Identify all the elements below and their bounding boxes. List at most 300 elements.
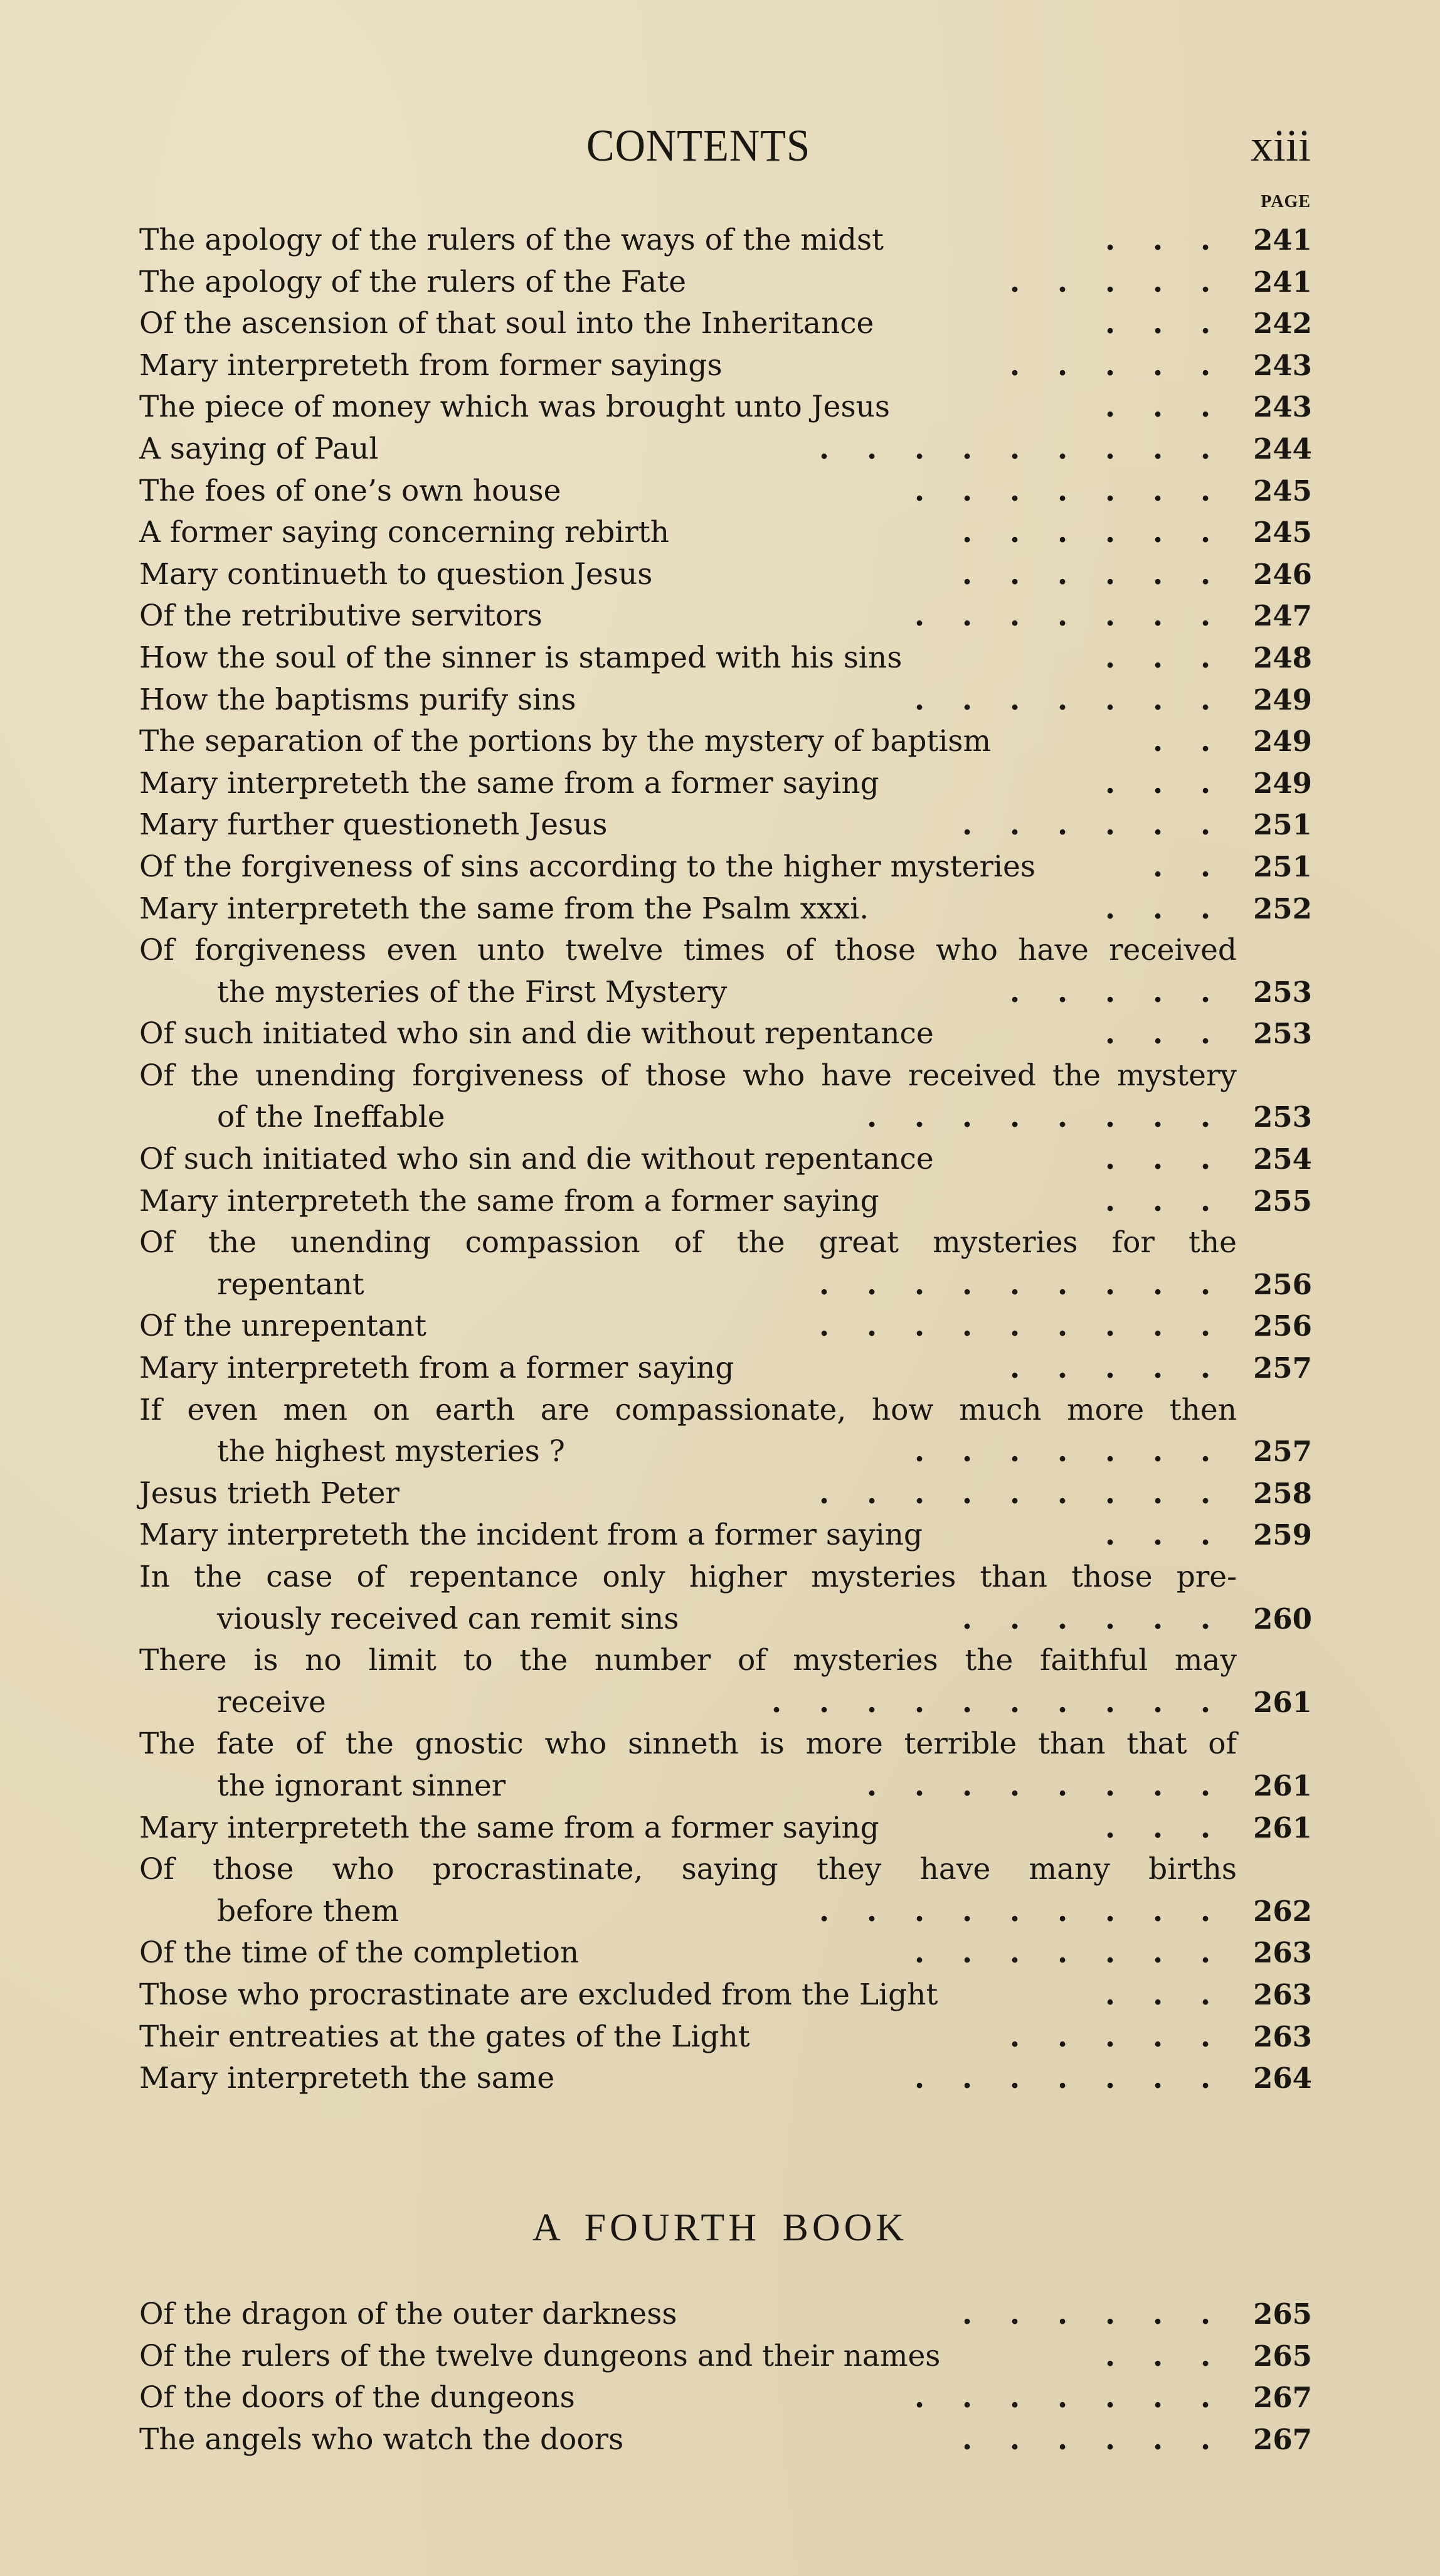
dot-leaders <box>1086 1181 1229 1223</box>
leader-dot: . <box>914 1768 925 1803</box>
leader-dot: . <box>1152 1016 1163 1051</box>
leader-dot: . <box>1009 1935 1020 1971</box>
leader-dot: . <box>1009 807 1020 843</box>
toc-entry-line <box>139 2419 1312 2461</box>
toc-entry-line <box>139 2058 1312 2100</box>
leader-dot: . <box>1200 1183 1211 1218</box>
toc-entry-line <box>139 1306 1312 1348</box>
toc-entry-line <box>139 386 1312 428</box>
toc-page-number: 251 <box>1253 808 1312 842</box>
toc-entry <box>139 1390 1312 1473</box>
dot-leaders <box>1086 1013 1229 1055</box>
toc-entry-title: Of the unrepentant <box>139 1309 426 1344</box>
toc-page-number: 249 <box>1253 725 1312 758</box>
leader-dot: . <box>961 556 973 592</box>
leader-dot: . <box>1009 599 1020 634</box>
toc-entry <box>139 2336 1312 2378</box>
toc-page-number: 267 <box>1253 2422 1312 2456</box>
dot-leaders <box>1086 2336 1229 2378</box>
toc-page-number: 249 <box>1253 766 1312 800</box>
toc-entry-line <box>139 2336 1312 2378</box>
toc-page-number: 252 <box>1253 891 1312 925</box>
toc-page-number: 251 <box>1253 849 1312 883</box>
leader-dot: . <box>1009 1476 1020 1511</box>
dot-leaders <box>1134 721 1229 763</box>
toc-entry-title: The apology of the rulers of the Fate <box>139 264 687 299</box>
toc-entry-title: Of the dragon of the outer darkness <box>139 2297 677 2331</box>
toc-entry <box>139 1181 1312 1223</box>
toc-entry-title: Mary interpreteth from former sayings <box>139 348 723 383</box>
toc-entry-line <box>139 1765 1312 1807</box>
toc-entry-title: Jesus trieth Peter <box>139 1476 400 1511</box>
toc-entry-title: Mary interpreteth the same from the Psalm xxxi. <box>139 891 869 926</box>
section-heading: A FOURTH BOOK <box>532 2206 908 2249</box>
dot-leaders <box>1086 1139 1229 1181</box>
contents-list-fourth-book <box>139 2294 1312 2461</box>
toc-page-number: 242 <box>1253 307 1312 341</box>
dot-leaders <box>943 2294 1229 2336</box>
leader-dot: . <box>1009 2019 1020 2054</box>
toc-entry-line <box>139 1264 1312 1306</box>
leader-dot: . <box>961 2297 973 2331</box>
leader-dot: . <box>1200 1893 1211 1929</box>
leader-dot: . <box>1152 348 1163 383</box>
leader-dot: . <box>866 431 877 466</box>
toc-entry-line <box>139 2377 1312 2419</box>
dot-leaders <box>753 1682 1229 1724</box>
toc-entry-line <box>139 888 1312 930</box>
leader-dot: . <box>1057 974 1068 1009</box>
toc-entry-title: Mary further questioneth Jesus <box>139 807 608 843</box>
leader-dot: . <box>1009 1685 1020 1720</box>
leader-dot: . <box>961 1100 973 1135</box>
leader-dot: . <box>1104 223 1116 257</box>
leader-dot: . <box>914 1893 925 1929</box>
toc-entry-title: Of the time of the completion <box>139 1935 580 1971</box>
toc-entry-line-wrapped <box>139 1557 1312 1599</box>
toc-page-number: 243 <box>1253 348 1312 382</box>
leader-dot: . <box>1200 306 1211 341</box>
leader-dot: . <box>1104 1935 1116 1971</box>
leader-dot: . <box>1200 556 1211 592</box>
leader-dot: . <box>866 1267 877 1302</box>
toc-entry-title: The angels who watch the doors <box>139 2422 624 2457</box>
leader-dot: . <box>1057 431 1068 466</box>
leader-dot: . <box>1057 1434 1068 1469</box>
leader-dot: . <box>866 1685 877 1720</box>
toc-entry-title: Of the unending forgiveness of those who have received the mystery <box>139 1058 1237 1093</box>
toc-entry <box>139 554 1312 596</box>
toc-page-number: 241 <box>1253 223 1312 257</box>
leader-dot: . <box>1104 640 1116 675</box>
leader-dot: . <box>1104 1601 1116 1636</box>
leader-dot: . <box>1057 556 1068 592</box>
leader-dot: . <box>1152 1601 1163 1636</box>
toc-entry-line <box>139 2294 1312 2336</box>
page-folio-number: xiii <box>1250 120 1311 171</box>
toc-entry-line <box>139 1891 1312 1933</box>
leader-dot: . <box>1009 431 1020 466</box>
leader-dot: . <box>1152 2019 1163 2054</box>
leader-dot: . <box>1009 1267 1020 1302</box>
leader-dot: . <box>1057 1601 1068 1636</box>
leader-dot: . <box>1057 1685 1068 1720</box>
toc-entry <box>139 930 1312 1013</box>
toc-entry <box>139 804 1312 846</box>
toc-page-number: 261 <box>1253 1769 1312 1802</box>
leader-dot: . <box>914 1434 925 1469</box>
leader-dot: . <box>1057 473 1068 508</box>
leader-dot: . <box>1200 599 1211 634</box>
dot-leaders <box>943 554 1229 596</box>
dot-leaders <box>896 1932 1229 1974</box>
toc-entry-title: Mary interpreteth the same from a former saying <box>139 1183 879 1218</box>
leader-dot: . <box>866 1309 877 1344</box>
leader-dot: . <box>1057 1351 1068 1386</box>
leader-dot: . <box>961 2422 973 2457</box>
dot-leaders <box>800 1306 1229 1348</box>
leader-dot: . <box>1057 2297 1068 2331</box>
toc-entry <box>139 2294 1312 2336</box>
leader-dot: . <box>1152 1935 1163 1971</box>
leader-dot: . <box>1200 223 1211 257</box>
leader-dot: . <box>1104 2297 1116 2331</box>
leader-dot: . <box>1104 2019 1116 2054</box>
leader-dot: . <box>1009 974 1020 1009</box>
leader-dot: . <box>1104 1434 1116 1469</box>
dot-leaders <box>991 2016 1229 2058</box>
leader-dot: . <box>1152 1768 1163 1803</box>
leader-dot: . <box>866 1768 877 1803</box>
leader-dot: . <box>1152 1351 1163 1386</box>
toc-entry-title: Mary interpreteth the same from a former saying <box>139 765 879 801</box>
leader-dot: . <box>866 1476 877 1511</box>
toc-entry-line <box>139 1097 1312 1139</box>
leader-dot: . <box>1152 264 1163 299</box>
toc-entry-title: Of the rulers of the twelve dungeons and their names <box>139 2338 941 2373</box>
toc-entry-line-wrapped <box>139 1055 1312 1097</box>
leader-dot: . <box>961 1935 973 1971</box>
toc-entry-title: The separation of the portions by the mystery of baptism <box>139 724 992 759</box>
toc-entry <box>139 2016 1312 2058</box>
leader-dot: . <box>1009 1351 1020 1386</box>
leader-dot: . <box>1152 724 1163 759</box>
toc-entry-line <box>139 471 1312 513</box>
toc-entry-title: repentant <box>217 1267 364 1302</box>
leader-dot: . <box>961 431 973 466</box>
dot-leaders <box>1086 637 1229 679</box>
leader-dot: . <box>1104 1476 1116 1511</box>
toc-entry-title: Of those who procrastinate, saying they have many births <box>139 1852 1237 1887</box>
leader-dot: . <box>1009 515 1020 550</box>
toc-entry-line <box>139 804 1312 846</box>
toc-entry <box>139 1849 1312 1932</box>
leader-dot: . <box>914 431 925 466</box>
leader-dot: . <box>818 1267 830 1302</box>
leader-dot: . <box>961 682 973 717</box>
toc-entry-title: In the case of repentance only higher mysteries than those pre- <box>139 1560 1237 1594</box>
leader-dot: . <box>1104 1351 1116 1386</box>
leader-dot: . <box>1152 515 1163 550</box>
dot-leaders <box>1086 1974 1229 2016</box>
dot-leaders <box>800 428 1229 471</box>
dot-leaders <box>848 1765 1229 1807</box>
leader-dot: . <box>1152 306 1163 341</box>
toc-entry-title: Of the doors of the dungeons <box>139 2380 575 2415</box>
toc-entry-line <box>139 972 1312 1014</box>
toc-page-number: 256 <box>1253 1309 1312 1343</box>
dot-leaders <box>1086 888 1229 930</box>
toc-entry-title: before them <box>217 1893 400 1929</box>
dot-leaders <box>943 512 1229 554</box>
dot-leaders <box>1086 1514 1229 1557</box>
toc-page-number: 267 <box>1253 2381 1312 2415</box>
leader-dot: . <box>1200 390 1211 425</box>
leader-dot: . <box>1152 1434 1163 1469</box>
toc-page-number: 264 <box>1253 2062 1312 2095</box>
leader-dot: . <box>961 1601 973 1636</box>
leader-dot: . <box>1057 1100 1068 1135</box>
leader-dot: . <box>961 2380 973 2415</box>
leader-dot: . <box>1104 306 1116 341</box>
toc-entry <box>139 846 1312 888</box>
toc-page-number: 255 <box>1253 1184 1312 1218</box>
toc-page-number: 263 <box>1253 1977 1312 2011</box>
toc-entry-line <box>139 1348 1312 1390</box>
leader-dot: . <box>1057 1893 1068 1929</box>
leader-dot: . <box>1200 1685 1211 1720</box>
leader-dot: . <box>914 1935 925 1971</box>
leader-dot: . <box>1200 1935 1211 1971</box>
toc-entry-line <box>139 595 1312 637</box>
toc-entry-title: the highest mysteries ? <box>217 1434 565 1469</box>
toc-entry-title: A former saying concerning rebirth <box>139 515 669 550</box>
toc-entry-line-wrapped <box>139 1640 1312 1682</box>
leader-dot: . <box>1057 599 1068 634</box>
dot-leaders <box>896 2377 1229 2419</box>
dot-leaders <box>800 1264 1229 1306</box>
leader-dot: . <box>1200 682 1211 717</box>
leader-dot: . <box>1200 2019 1211 2054</box>
toc-entry-title: The piece of money which was brought unto Jesus <box>139 390 890 425</box>
leader-dot: . <box>1009 556 1020 592</box>
dot-leaders <box>1086 303 1229 345</box>
leader-dot: . <box>1104 974 1116 1009</box>
leader-dot: . <box>1009 2380 1020 2415</box>
leader-dot: . <box>1152 682 1163 717</box>
leader-dot: . <box>1104 1977 1116 2012</box>
toc-entry <box>139 2419 1312 2461</box>
leader-dot: . <box>1104 1016 1116 1051</box>
leader-dot: . <box>1104 2422 1116 2457</box>
page-column-label: PAGE <box>1261 192 1311 211</box>
toc-page-number: 245 <box>1253 516 1312 550</box>
leader-dot: . <box>914 2061 925 2096</box>
leader-dot: . <box>1057 2380 1068 2415</box>
dot-leaders <box>943 804 1229 846</box>
leader-dot: . <box>1200 1601 1211 1636</box>
leader-dot: . <box>1152 1810 1163 1845</box>
leader-dot: . <box>1104 599 1116 634</box>
toc-entry-title: A saying of Paul <box>139 431 379 466</box>
leader-dot: . <box>914 1100 925 1135</box>
toc-entry <box>139 1974 1312 2016</box>
leader-dot: . <box>1152 473 1163 508</box>
toc-entry-line <box>139 1013 1312 1055</box>
dot-leaders <box>896 679 1229 721</box>
leader-dot: . <box>1104 473 1116 508</box>
leader-dot: . <box>1152 640 1163 675</box>
toc-entry-line <box>139 846 1312 888</box>
leader-dot: . <box>866 1893 877 1929</box>
leader-dot: . <box>1200 348 1211 383</box>
dot-leaders <box>1086 386 1229 428</box>
dot-leaders <box>991 1348 1229 1390</box>
toc-entry-title: Mary interpreteth from a former saying <box>139 1351 734 1386</box>
leader-dot: . <box>1104 1893 1116 1929</box>
toc-entry-line <box>139 1599 1312 1641</box>
toc-entry <box>139 220 1312 262</box>
toc-page-number: 253 <box>1253 975 1312 1009</box>
dot-leaders <box>1086 220 1229 262</box>
leader-dot: . <box>1104 2380 1116 2415</box>
toc-entry-line <box>139 1139 1312 1181</box>
toc-page-number: 259 <box>1253 1518 1312 1552</box>
leader-dot: . <box>1104 515 1116 550</box>
leader-dot: . <box>1152 390 1163 425</box>
leader-dot: . <box>1104 891 1116 926</box>
toc-entry-title: Mary interpreteth the same from a former saying <box>139 1810 879 1845</box>
leader-dot: . <box>914 1309 925 1344</box>
leader-dot: . <box>1104 264 1116 299</box>
toc-entry-line <box>139 262 1312 304</box>
leader-dot: . <box>1200 1768 1211 1803</box>
leader-dot: . <box>961 1267 973 1302</box>
toc-entry-title: Mary interpreteth the same <box>139 2061 555 2096</box>
leader-dot: . <box>1057 2061 1068 2096</box>
leader-dot: . <box>1200 765 1211 801</box>
leader-dot: . <box>1152 431 1163 466</box>
leader-dot: . <box>1200 1810 1211 1845</box>
leader-dot: . <box>1009 1434 1020 1469</box>
toc-entry <box>139 1013 1312 1055</box>
toc-page-number: 261 <box>1253 1685 1312 1719</box>
leader-dot: . <box>1152 1685 1163 1720</box>
leader-dot: . <box>1200 1476 1211 1511</box>
toc-entry-title: the mysteries of the First Mystery <box>217 974 728 1009</box>
dot-leaders <box>991 345 1229 387</box>
leader-dot: . <box>1104 807 1116 843</box>
toc-entry-line <box>139 1682 1312 1724</box>
toc-entry-line-wrapped <box>139 930 1312 972</box>
leader-dot: . <box>961 1768 973 1803</box>
leader-dot: . <box>961 599 973 634</box>
toc-entry-line-wrapped <box>139 1390 1312 1432</box>
leader-dot: . <box>1104 1183 1116 1218</box>
leader-dot: . <box>1104 348 1116 383</box>
leader-dot: . <box>914 473 925 508</box>
leader-dot: . <box>1104 1768 1116 1803</box>
toc-entry-line-wrapped <box>139 1222 1312 1264</box>
leader-dot: . <box>1152 2338 1163 2373</box>
leader-dot: . <box>1009 2297 1020 2331</box>
leader-dot: . <box>914 1476 925 1511</box>
leader-dot: . <box>1200 1267 1211 1302</box>
leader-dot: . <box>1057 1768 1068 1803</box>
toc-entry <box>139 595 1312 637</box>
toc-entry-line <box>139 345 1312 387</box>
leader-dot: . <box>1104 682 1116 717</box>
toc-entry <box>139 1055 1312 1139</box>
dot-leaders <box>991 972 1229 1014</box>
leader-dot: . <box>1057 515 1068 550</box>
toc-page-number: 263 <box>1253 2020 1312 2053</box>
toc-entry-line <box>139 1974 1312 2016</box>
leader-dot: . <box>1200 431 1211 466</box>
toc-entry-line <box>139 512 1312 554</box>
leader-dot: . <box>1200 515 1211 550</box>
leader-dot: . <box>818 1685 830 1720</box>
leader-dot: . <box>1200 1100 1211 1135</box>
dot-leaders <box>1086 1807 1229 1850</box>
leader-dot: . <box>1200 2338 1211 2373</box>
toc-entry-title: Mary interpreteth the incident from a former saying <box>139 1518 923 1553</box>
toc-entry <box>139 1139 1312 1181</box>
leader-dot: . <box>818 1309 830 1344</box>
toc-entry-title: Of the unending compassion of the great mysteries for the <box>139 1225 1237 1260</box>
leader-dot: . <box>1200 1518 1211 1553</box>
leader-dot: . <box>818 431 830 466</box>
leader-dot: . <box>1200 2297 1211 2331</box>
toc-entry <box>139 303 1312 345</box>
leader-dot: . <box>1057 807 1068 843</box>
toc-entry-line-wrapped <box>139 1849 1312 1891</box>
page-title: CONTENTS <box>586 120 811 171</box>
leader-dot: . <box>1009 1309 1020 1344</box>
leader-dot: . <box>1152 974 1163 1009</box>
leader-dot: . <box>1200 807 1211 843</box>
leader-dot: . <box>1152 1142 1163 1177</box>
leader-dot: . <box>1152 2297 1163 2331</box>
leader-dot: . <box>1152 223 1163 257</box>
leader-dot: . <box>866 1100 877 1135</box>
toc-page-number: 257 <box>1253 1435 1312 1469</box>
leader-dot: . <box>1200 891 1211 926</box>
leader-dot: . <box>1152 599 1163 634</box>
toc-page-number: 257 <box>1253 1351 1312 1385</box>
dot-leaders <box>896 2058 1229 2100</box>
toc-entry <box>139 262 1312 304</box>
toc-entry <box>139 1932 1312 1974</box>
toc-entry-title: receive <box>217 1685 326 1720</box>
toc-page-number: 249 <box>1253 683 1312 716</box>
toc-entry <box>139 1306 1312 1348</box>
toc-entry-line <box>139 2016 1312 2058</box>
leader-dot: . <box>1152 1476 1163 1511</box>
leader-dot: . <box>1057 348 1068 383</box>
contents-list <box>139 220 1312 2100</box>
toc-entry-line <box>139 1514 1312 1557</box>
dot-leaders <box>800 1891 1229 1933</box>
dot-leaders <box>1134 846 1229 888</box>
toc-entry-title: Those who procrastinate are excluded from the Light <box>139 1977 938 2012</box>
leader-dot: . <box>1009 264 1020 299</box>
leader-dot: . <box>1104 556 1116 592</box>
toc-page-number: 262 <box>1253 1894 1312 1928</box>
leader-dot: . <box>1104 390 1116 425</box>
leader-dot: . <box>1009 348 1020 383</box>
toc-page-number: 245 <box>1253 474 1312 508</box>
